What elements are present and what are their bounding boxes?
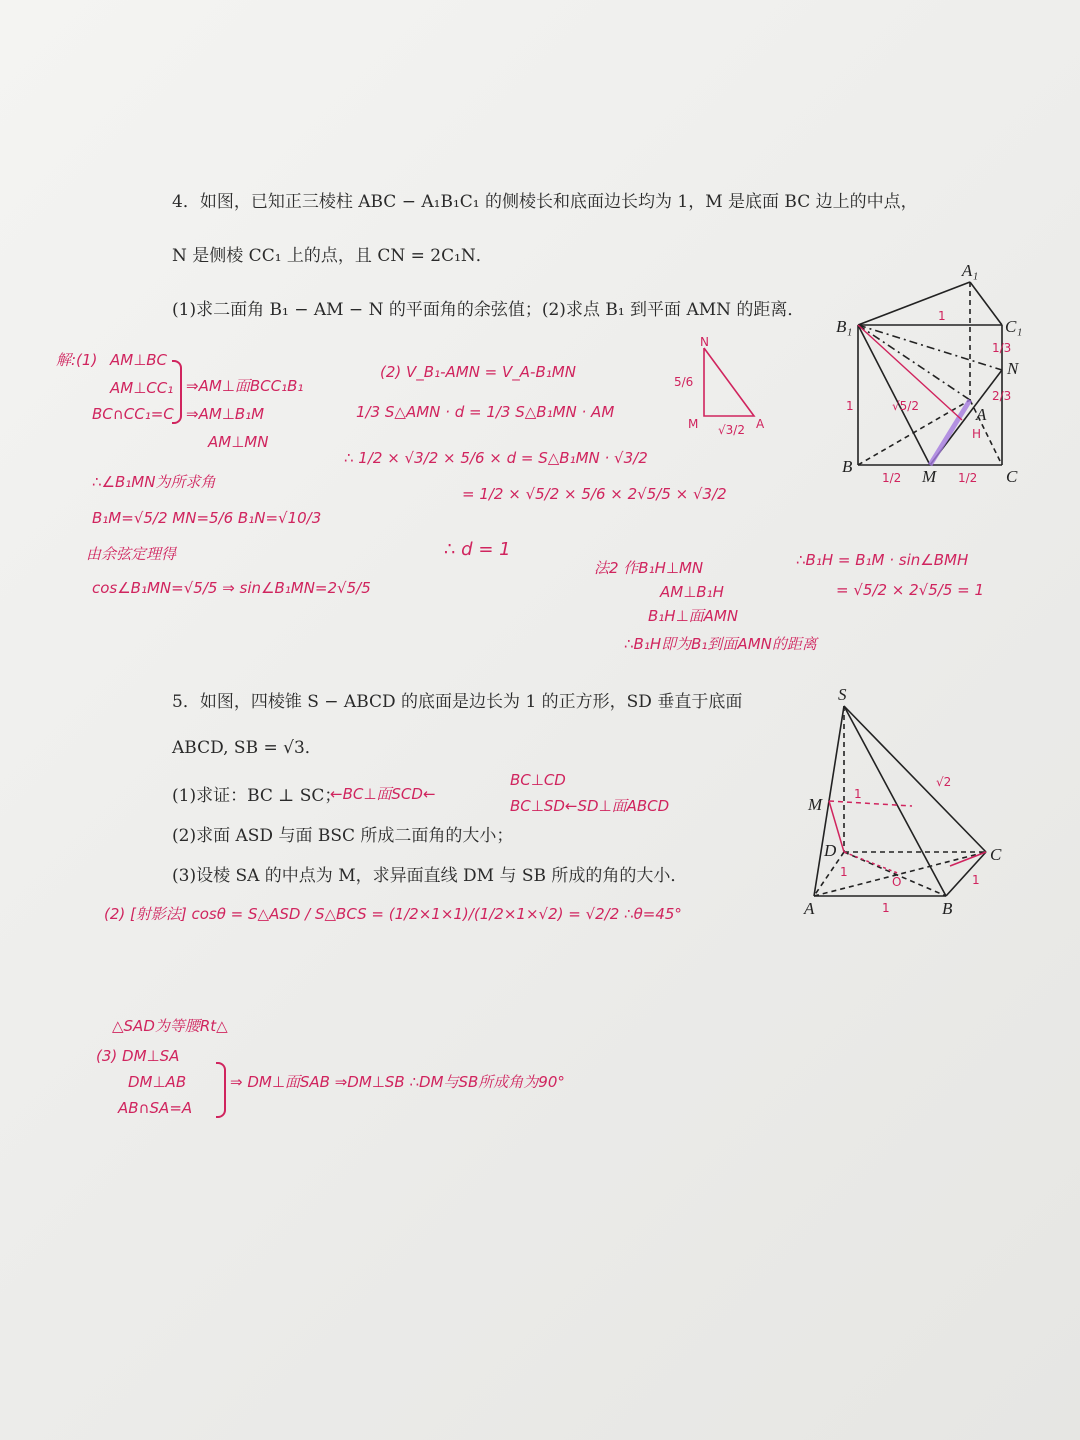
note4-v2: 1/3 S△AMN · d = 1/3 S△B₁MN · AM xyxy=(356,403,615,421)
note4-r3: AM⊥MN xyxy=(208,433,269,451)
note4-a2: AM⊥CC₁ xyxy=(110,379,174,397)
problem4-line2: N 是侧棱 CC₁ 上的点，且 CN = 2C₁N． xyxy=(172,246,493,266)
figure5-label-A: A xyxy=(804,899,815,918)
figure4-prism xyxy=(830,260,1050,490)
figure4-label-B1: B₁ xyxy=(836,317,853,336)
figure4-label-C: C xyxy=(1006,467,1018,486)
note4-a1: AM⊥BC xyxy=(110,351,168,369)
figure4-label-C1: C₁ xyxy=(1005,317,1023,336)
problem5-line1: 5．如图，四棱锥 S − ABCD 的底面是边长为 1 的正方形，SD 垂直于底面 xyxy=(172,692,743,712)
figure4-label-N: N xyxy=(1007,359,1019,378)
note4-v3: ∴ 1/2 × √3/2 × 5/6 × d = S△B₁MN · √3/2 xyxy=(344,449,648,467)
note4-m1: 法2 作B₁H⊥MN xyxy=(594,559,704,577)
problem5-line2: ABCD, SB = √3． xyxy=(172,738,322,758)
note5-d2: DM⊥AB xyxy=(128,1073,187,1091)
note4-a3: BC∩CC₁=C xyxy=(92,405,174,423)
note4-tri-a: A xyxy=(756,417,765,431)
note5-c1: ←BC⊥面SCD← xyxy=(330,785,436,803)
note4-m2: AM⊥B₁H xyxy=(660,583,724,601)
figure5-note-sb: √2 xyxy=(936,775,952,789)
figure5-note-1a: 1 xyxy=(854,787,862,801)
note5-iso: △SAD为等腰Rt△ xyxy=(112,1017,228,1035)
note4-angle: ∴∠B₁MN为所求角 xyxy=(92,473,216,491)
note4-tri-n: N xyxy=(700,335,709,349)
note5-c2: BC⊥CD xyxy=(510,771,566,789)
figure4-note-left: 1 xyxy=(846,399,854,413)
problem5-line4: (2)求面 ASD 与面 BSC 所成二面角的大小； xyxy=(172,826,514,846)
note4-cos: cos∠B₁MN=√5/5 ⇒ sin∠B₁MN=2√5/5 xyxy=(92,579,371,597)
note4-v4: = 1/2 × √5/2 × 5/6 × 2√5/5 × √3/2 xyxy=(462,485,727,503)
note4-m6: = √5/2 × 2√5/5 = 1 xyxy=(836,581,985,599)
note5-d3: AB∩SA=A xyxy=(118,1099,193,1117)
figure5-pyramid xyxy=(800,686,1030,916)
note4-brace xyxy=(172,360,182,424)
figure5-label-B: B xyxy=(942,899,953,918)
figure5-label-C: C xyxy=(990,845,1002,864)
problem5-line3: (1)求证：BC ⊥ SC； xyxy=(172,786,342,806)
figure5-note-1c: 1 xyxy=(882,901,890,915)
figure4-label-A: A xyxy=(976,405,987,424)
figure5-note-1d: 1 xyxy=(972,873,980,887)
figure5-label-D: D xyxy=(824,841,837,860)
note4-tri-base: √3/2 xyxy=(718,423,745,437)
note4-triangle xyxy=(670,336,780,440)
note4-jie: 解:(1) xyxy=(56,351,98,369)
figure5-note-1b: 1 xyxy=(840,865,848,879)
note5-brace xyxy=(216,1062,226,1118)
figure4-note-cn: 2/3 xyxy=(992,389,1012,403)
note5-c3: BC⊥SD←SD⊥面ABCD xyxy=(510,797,670,815)
figure4-label-A1: A₁ xyxy=(961,261,979,280)
figure4-label-H: H xyxy=(972,427,982,441)
note4-r1: ⇒AM⊥面BCC₁B₁ xyxy=(186,377,304,395)
figure4-note-mc: 1/2 xyxy=(958,471,978,485)
note4-lengths: B₁M=√5/2 MN=5/6 B₁N=√10/3 xyxy=(92,509,322,527)
note4-tri-m: M xyxy=(688,417,699,431)
note4-v1: (2) V_B₁-AMN = V_A-B₁MN xyxy=(380,363,576,381)
figure5-label-O: O xyxy=(892,875,902,889)
figure4-note-bm: 1/2 xyxy=(882,471,902,485)
note5-proj: (2) [射影法] cosθ = S△ASD / S△BCS = (1/2×1×1)/(1/2×1×√2) = √2/2 ∴θ=45° xyxy=(104,905,682,923)
problem4-line3: (1)求二面角 B₁ − AM − N 的平面角的余弦值；(2)求点 B₁ 到平面 AMN 的距离． xyxy=(172,300,805,320)
figure4-label-B: B xyxy=(842,457,853,476)
note4-cosine-law: 由余弦定理得 xyxy=(86,545,177,563)
figure4-note-top: 1 xyxy=(938,309,946,323)
figure5-label-S: S xyxy=(838,685,847,704)
figure4-label-M: M xyxy=(922,467,937,486)
note4-r2: ⇒AM⊥B₁M xyxy=(186,405,265,423)
note4-m4: ∴B₁H即为B₁到面AMN的距离 xyxy=(624,635,817,653)
problem4-line1: 4．如图，已知正三棱柱 ABC − A₁B₁C₁ 的侧棱长和底面边长均为 1，M 是底面 BC 边上的中点， xyxy=(172,192,918,212)
problem5-line5: (3)设棱 SA 的中点为 M，求异面直线 DM 与 SB 所成的角的大小． xyxy=(172,866,688,886)
note4-m3: B₁H⊥面AMN xyxy=(648,607,739,625)
note5-d1: (3) DM⊥SA xyxy=(96,1047,180,1065)
note4-v5: ∴ d = 1 xyxy=(444,539,511,560)
note4-m5: ∴B₁H = B₁M · sin∠BMH xyxy=(796,551,969,569)
note4-tri-side: 5/6 xyxy=(674,375,694,389)
figure4-note-b1m: √5/2 xyxy=(892,399,919,413)
figure4-note-c1n: 1/3 xyxy=(992,341,1012,355)
figure5-label-M: M xyxy=(808,795,823,814)
note5-res: ⇒ DM⊥面SAB ⇒DM⊥SB ∴DM与SB所成角为90° xyxy=(230,1073,565,1091)
